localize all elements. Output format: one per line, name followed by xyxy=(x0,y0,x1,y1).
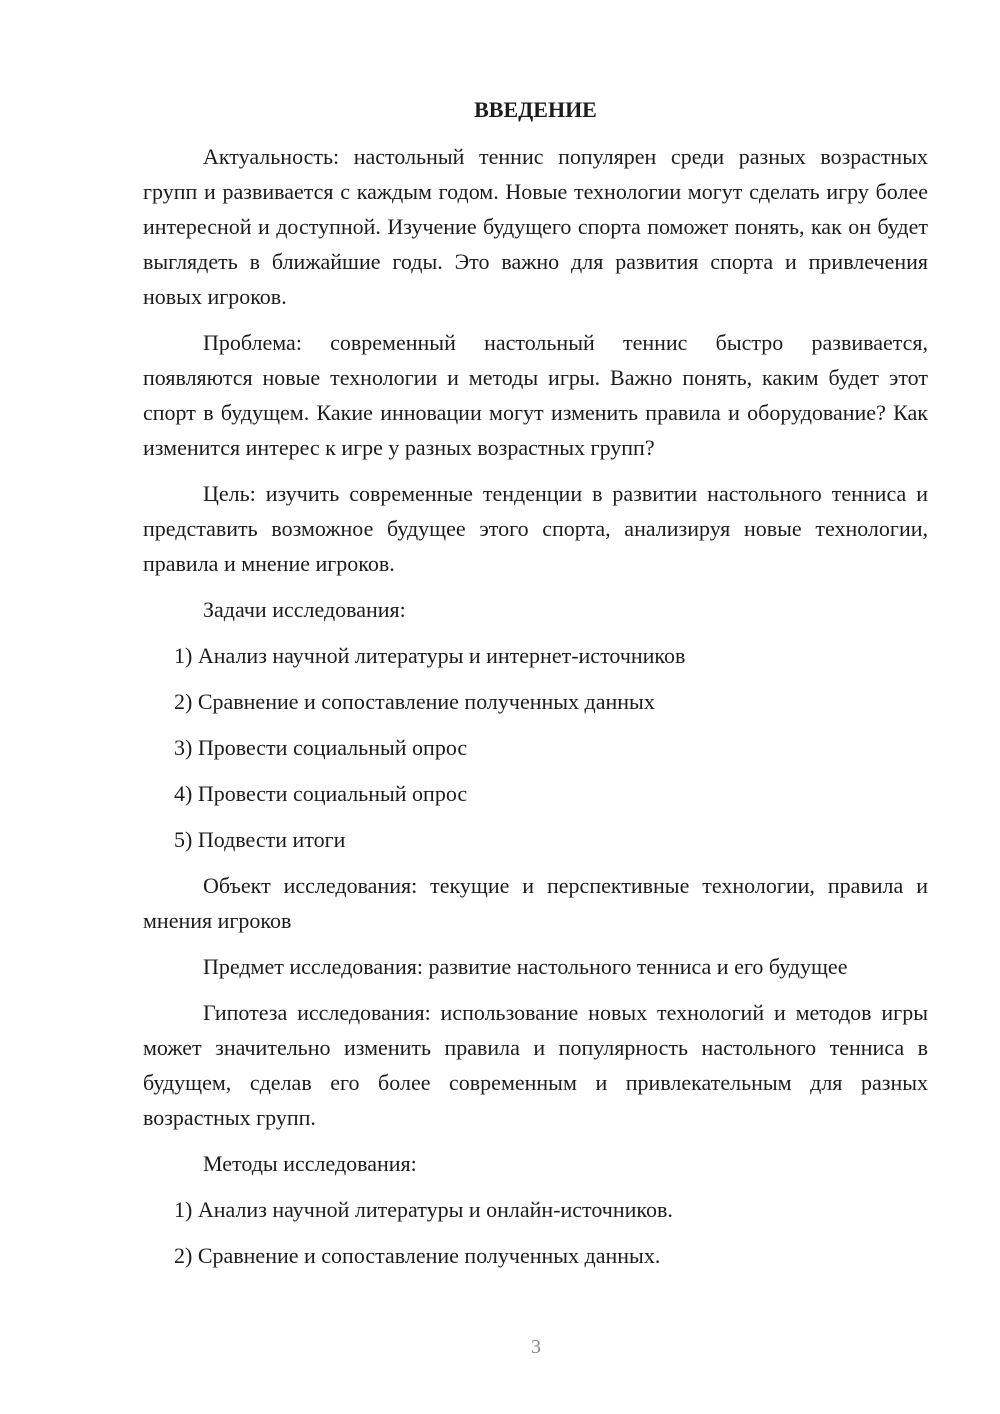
list-item: 4) Провести социальный опрос xyxy=(174,781,468,806)
tasks-list xyxy=(143,638,928,857)
relevance-paragraph: Актуальность: настольный теннис популярен среди разных возрастных групп и развивается с каждым годом. Новые технологии могут сделать игру более интересной и доступной. Изучение будущего спорта поможет понять, как он будет выглядеть в ближайшие годы. Это важно для развития спорта и привлечения новых игроков. xyxy=(143,144,928,309)
page-number: 3 xyxy=(531,1336,541,1358)
list-item: 2) Сравнение и сопоставление полученных данных xyxy=(174,689,655,714)
section-title: ВВЕДЕНИЕ xyxy=(474,97,597,122)
methods-list xyxy=(143,1192,928,1273)
methods-heading: Методы исследования: xyxy=(203,1151,417,1176)
subject-paragraph: Предмет исследования: развитие настольного тенниса и его будущее xyxy=(203,954,848,979)
list-item: 2) Сравнение и сопоставление полученных данных. xyxy=(174,1243,661,1268)
list-item: 1) Анализ научной литературы и онлайн-источников. xyxy=(174,1197,673,1222)
document-body xyxy=(143,92,928,1284)
problem-paragraph: Проблема: современный настольный теннис быстро развивается, появляются новые технологии и методы игры. Важно понять, каким будет этот спорт в будущем. Какие инновации могут изменить правила и оборудование? Как изменится интерес к игре у разных возрастных групп? xyxy=(143,330,928,460)
hypothesis-paragraph: Гипотеза исследования: использование новых технологий и методов игры может значительно изменить правила и популярность настольного тенниса в будущем, сделав его более современным и привлекательным для разных возрастных групп. xyxy=(143,1000,928,1130)
list-item: 5) Подвести итоги xyxy=(174,827,346,852)
goal-paragraph: Цель: изучить современные тенденции в развитии настольного тенниса и представить возможное будущее этого спорта, анализируя новые технологии, правила и мнение игроков. xyxy=(143,481,928,576)
list-item: 3) Провести социальный опрос xyxy=(174,735,468,760)
tasks-heading: Задачи исследования: xyxy=(203,597,406,622)
object-paragraph: Объект исследования: текущие и перспективные технологии, правила и мнения игроков xyxy=(143,873,928,933)
list-item: 1) Анализ научной литературы и интернет-источников xyxy=(174,643,686,668)
